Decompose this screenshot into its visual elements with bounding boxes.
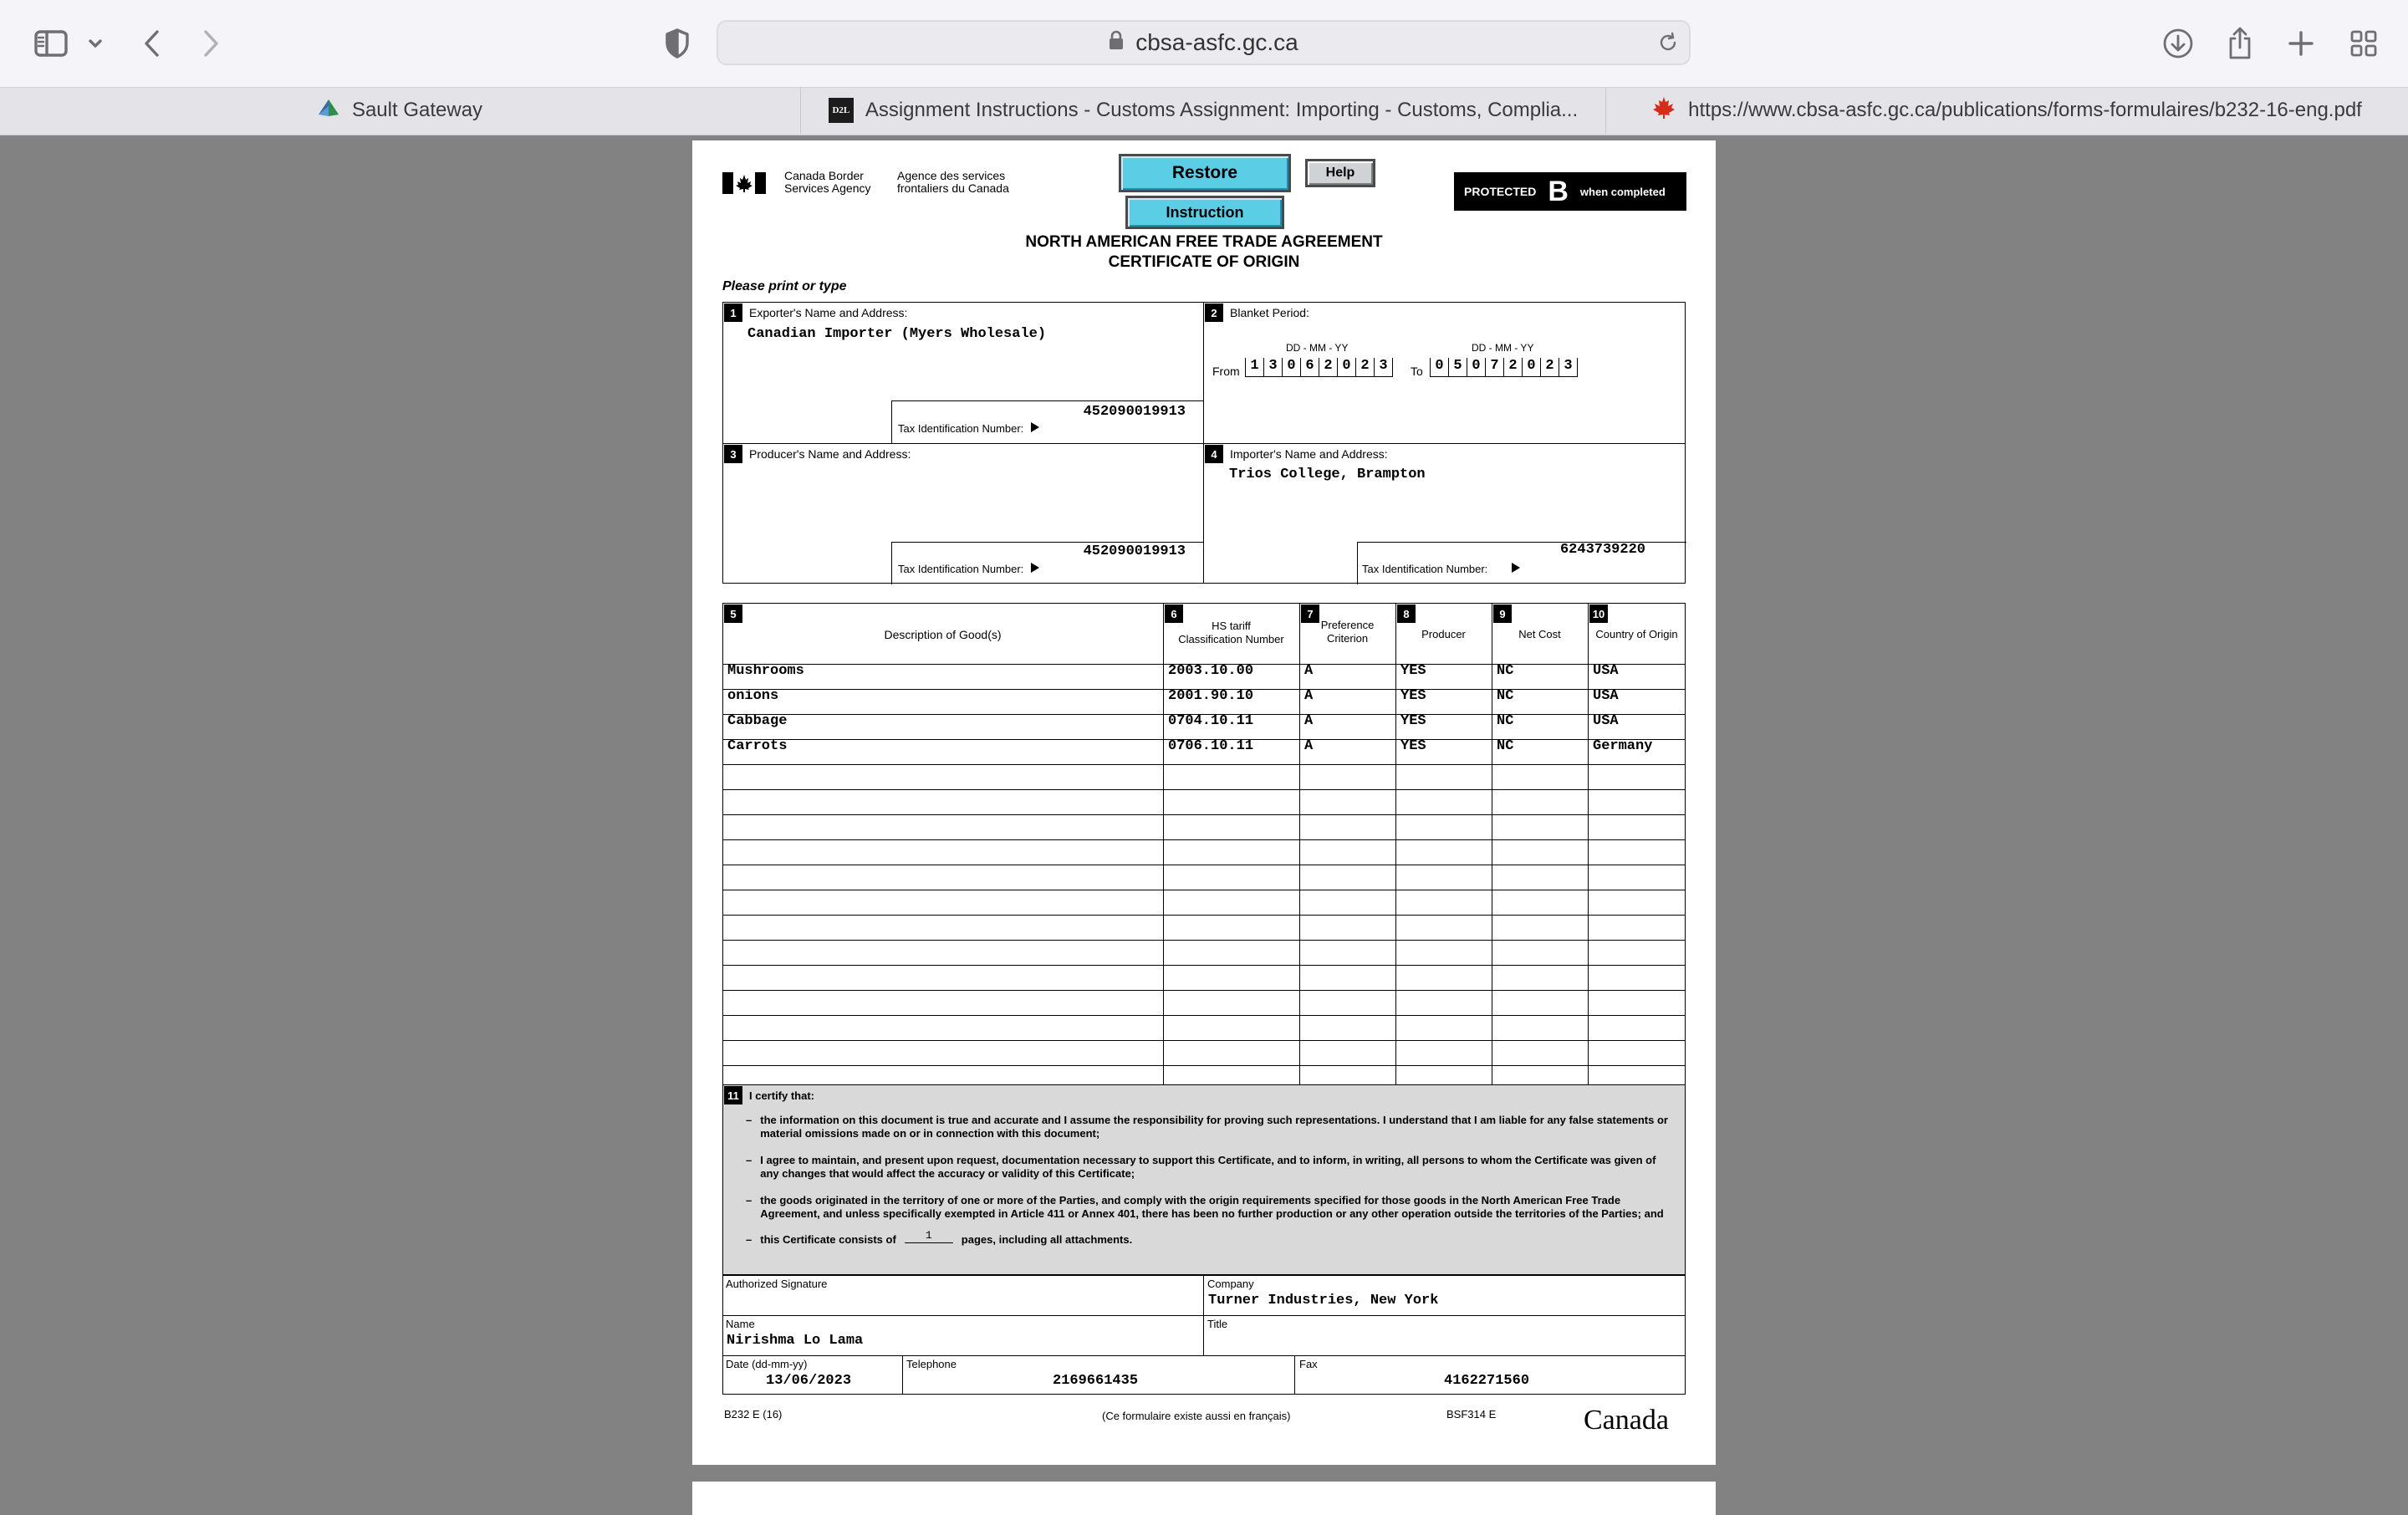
statement-text: the information on this document is true and accurate and I assume the responsibility for proving such representations. I understand that I am liable for any false statements or material omissions made on or in connection with this document; [760, 1114, 1668, 1140]
exporter-tax-label [898, 421, 1040, 436]
column-number: 5 [724, 604, 742, 623]
to-date-format: DD - MM - YY [1472, 342, 1534, 354]
section-4-header [1205, 445, 1388, 463]
section-label: I certify that: [749, 1089, 815, 1102]
tax-label-text: Tax Identification Number: [898, 563, 1024, 575]
pdf-page-2 [692, 1482, 1716, 1515]
canada-wordmark: Canada [1584, 1405, 1669, 1436]
goods-desc-cell[interactable]: onions [727, 688, 779, 704]
tab-label: Assignment Instructions - Customs Assignment: Importing - Customs, Complia... [865, 99, 1579, 121]
goods-country-cell[interactable]: USA [1593, 688, 1619, 704]
page-count-field[interactable]: 1 [905, 1229, 953, 1243]
address-bar[interactable] [717, 20, 1691, 65]
section-number: 3 [724, 445, 742, 463]
statement-1: – the information on this document is true and accurate and I assume the responsibility for proving such representations. I understand that I am liable for any false statements or material omissions made on or in connection with this document; [746, 1114, 1677, 1140]
agency-en-line2: Services Agency [784, 181, 871, 195]
row-divider [722, 990, 1686, 991]
digit-box: 7 [1485, 358, 1503, 377]
header-line: Classification Number [1178, 633, 1284, 645]
statement-4: – this Certificate consists of 1 pages, including all attachments. [746, 1229, 1133, 1246]
play-arrow-icon [1030, 421, 1040, 436]
fax-field[interactable]: 4162271560 [1444, 1373, 1530, 1389]
certification-statements [746, 1114, 1677, 1247]
row-divider [722, 789, 1686, 790]
header-hs-tariff [1163, 620, 1299, 646]
digit-box: 6 [1300, 358, 1319, 377]
digit-box: 3 [1374, 358, 1393, 377]
divider [902, 1355, 903, 1395]
share-icon[interactable] [2222, 22, 2258, 65]
tab-overview-icon[interactable] [2346, 22, 2381, 65]
goods-desc-cell[interactable]: Carrots [727, 738, 788, 754]
agency-en-line1: Canada Border [784, 169, 864, 182]
row-divider [722, 1015, 1686, 1016]
column-number: 10 [1589, 604, 1608, 623]
name-field[interactable]: Nirishma Lo Lama [727, 1333, 864, 1349]
goods-netcost-cell[interactable]: NC [1497, 713, 1514, 729]
section-label: Importer's Name and Address: [1230, 447, 1388, 461]
goods-producer-cell[interactable]: YES [1400, 663, 1426, 679]
instruction-button[interactable]: Instruction [1125, 196, 1284, 229]
row-divider [722, 814, 1686, 815]
section-label: Blanket Period: [1230, 306, 1309, 319]
company-label: Company [1207, 1278, 1254, 1290]
section-number: 11 [724, 1086, 742, 1104]
date-field[interactable]: 13/06/2023 [766, 1373, 852, 1389]
shield-icon[interactable] [661, 22, 694, 65]
header-description: Description of Good(s) [884, 628, 1002, 641]
goods-pref-cell[interactable]: A [1304, 688, 1314, 704]
statement-text: I agree to maintain, and present upon request, documentation necessary to support this Certificate, and to inform, in writing, all persons to whom the Certificate was given of any changes that would affect the accuracy or validity of this Certificate; [760, 1154, 1656, 1180]
tab-b232-pdf[interactable] [1605, 87, 2408, 134]
digit-box: 2 [1540, 358, 1559, 377]
divider [1203, 1275, 1204, 1355]
tax-label-text: Tax Identification Number: [898, 422, 1024, 435]
title-label: Title [1207, 1318, 1228, 1330]
statement-text: pages, including all attachments. [961, 1233, 1133, 1246]
digit-box: 2 [1319, 358, 1337, 377]
plus-icon[interactable] [2284, 22, 2318, 65]
form-title [692, 232, 1716, 273]
print-note: Please print or type [722, 279, 847, 293]
header-preference [1299, 619, 1395, 645]
back-icon[interactable] [135, 22, 169, 65]
digit-box: 1 [1245, 358, 1263, 377]
form-title-line1: NORTH AMERICAN FREE TRADE AGREEMENT [1025, 233, 1383, 251]
goods-producer-cell[interactable]: YES [1400, 738, 1426, 754]
agency-english [784, 170, 871, 195]
help-button[interactable]: Help [1305, 159, 1375, 187]
statement-text: the goods originated in the territory of one or more of the Parties, and comply with the origin requirements specified for those goods in the North American Free Trade Agreement, and unless specifically exempted in Article 411 or Annex 401, there has been no further production or any other operation outside the territories of the Parties; and [760, 1194, 1664, 1220]
telephone-label: Telephone [906, 1358, 957, 1370]
forward-icon[interactable] [194, 22, 227, 65]
tab-sault-gateway[interactable] [0, 87, 799, 134]
header-line: HS tariff [1212, 620, 1251, 632]
importer-tax-label [1362, 562, 1521, 576]
goods-hs-cell[interactable]: 0706.10.11 [1168, 738, 1254, 754]
browser-toolbar [0, 0, 2408, 87]
section-1-header [724, 304, 907, 322]
digit-box: 0 [1467, 358, 1485, 377]
digit-box: 0 [1430, 358, 1448, 377]
producer-tax-id-field[interactable]: 452090019913 [1083, 543, 1186, 559]
goods-netcost-cell[interactable]: NC [1497, 738, 1514, 754]
row-divider [722, 1040, 1686, 1041]
play-arrow-icon [1030, 562, 1040, 576]
header-producer: Producer [1421, 628, 1466, 640]
digit-box: 2 [1503, 358, 1522, 377]
download-icon[interactable] [2161, 22, 2196, 65]
goods-netcost-cell[interactable]: NC [1497, 688, 1514, 704]
row-divider [722, 839, 1686, 840]
tab-label: https://www.cbsa-asfc.gc.ca/publications/forms-formulaires/b232-16-eng.pdf [1688, 99, 2362, 121]
form-code: B232 E (16) [724, 1408, 783, 1421]
fax-label: Fax [1299, 1358, 1318, 1370]
section-number: 2 [1205, 304, 1223, 322]
section-number: 4 [1205, 445, 1223, 463]
company-field[interactable]: Turner Industries, New York [1208, 1293, 1439, 1308]
address-text: cbsa-asfc.gc.ca [1135, 29, 1298, 55]
date-label: Date (dd-mm-yy) [726, 1358, 808, 1370]
section-11-header [724, 1086, 814, 1104]
exporter-tax-id-field[interactable]: 452090019913 [1083, 404, 1186, 420]
column-number: 7 [1301, 604, 1319, 623]
from-label: From [1212, 365, 1240, 378]
section-label: Producer's Name and Address: [749, 447, 911, 461]
section-2-header [1205, 304, 1309, 322]
statement-2: – I agree to maintain, and present upon request, documentation necessary to support this Certificate, and to inform, in writing, all persons to whom the Certificate was given of any changes that would affect the accuracy or validity of this Certificate; [746, 1154, 1677, 1181]
row-divider [722, 940, 1686, 941]
sidebar-icon[interactable] [32, 22, 70, 65]
lock-icon [1109, 29, 1124, 56]
tax-label-text: Tax Identification Number: [1362, 563, 1488, 575]
digit-box: 0 [1522, 358, 1540, 377]
digit-box: 3 [1263, 358, 1282, 377]
name-label: Name [726, 1318, 755, 1330]
telephone-field[interactable]: 2169661435 [1053, 1373, 1139, 1389]
header-line: Criterion [1326, 632, 1369, 645]
section-label: Exporter's Name and Address: [749, 306, 908, 319]
from-date-format: DD - MM - YY [1286, 342, 1349, 354]
authorized-signature-label: Authorized Signature [726, 1278, 828, 1290]
divider [722, 443, 1686, 444]
section-number: 1 [724, 304, 742, 322]
producer-tax-label [898, 562, 1040, 576]
bsf-code: BSF314 E [1446, 1408, 1497, 1421]
agency-fr-line2: frontaliers du Canada [897, 181, 1009, 195]
protected-level: B [1548, 175, 1569, 207]
digit-box: 0 [1337, 358, 1355, 377]
from-date-field[interactable] [1245, 358, 1393, 377]
chevron-down-icon[interactable] [84, 22, 107, 65]
digit-box: 3 [1559, 358, 1578, 377]
signature-block [722, 1275, 1686, 1395]
goods-producer-cell[interactable]: YES [1400, 713, 1426, 729]
play-arrow-icon [1511, 562, 1521, 576]
agency-french [897, 170, 1009, 195]
goods-producer-cell[interactable]: YES [1400, 688, 1426, 704]
statement-text: this Certificate consists of [760, 1233, 896, 1246]
goods-netcost-cell[interactable]: NC [1497, 663, 1514, 679]
importer-name-field[interactable]: Trios College, Brampton [1229, 467, 1426, 482]
form-title-line2: CERTIFICATE OF ORIGIN [1108, 253, 1300, 271]
goods-pref-cell[interactable]: A [1304, 663, 1314, 679]
row-divider [722, 764, 1686, 765]
goods-country-cell[interactable]: Germany [1593, 738, 1653, 754]
digit-box: 0 [1282, 358, 1300, 377]
divider [1294, 1355, 1295, 1395]
column-number: 6 [1165, 604, 1183, 623]
flag-icon [722, 172, 766, 198]
sault-gateway-favicon [317, 98, 340, 124]
importer-tax-id-field[interactable]: 6243739220 [1559, 542, 1645, 558]
header-country: Country of Origin [1595, 628, 1678, 640]
agency-fr-line1: Agence des services [897, 169, 1006, 182]
column-number: 9 [1493, 604, 1512, 623]
exporter-name-field[interactable]: Canadian Importer (Myers Wholesale) [747, 326, 1047, 342]
goods-pref-cell[interactable]: A [1304, 713, 1314, 729]
row-divider [722, 1065, 1686, 1066]
goods-country-cell[interactable]: USA [1593, 713, 1619, 729]
row-divider [722, 965, 1686, 966]
to-date-field[interactable] [1430, 358, 1578, 377]
goods-hs-cell[interactable]: 2001.90.10 [1168, 688, 1254, 704]
goods-country-cell[interactable]: USA [1593, 663, 1619, 679]
french-note: (Ce formulaire existe aussi en français) [1102, 1410, 1291, 1422]
d2l-favicon: D2L [829, 98, 854, 123]
goods-hs-cell[interactable]: 0704.10.11 [1168, 713, 1254, 729]
row-divider [722, 915, 1686, 916]
restore-button[interactable]: Restore [1119, 154, 1291, 192]
section-3-header [724, 445, 911, 463]
statement-3: – the goods originated in the territory of one or more of the Parties, and comply with the origin requirements specified for those goods in the North American Free Trade Agreement, and unless specifically exempted in Article 411 or Annex 401, there has been no further production or any other operation outside the territories of the Parties; and [746, 1194, 1677, 1221]
divider [722, 1315, 1686, 1316]
protected-b-badge [1454, 172, 1686, 211]
goods-desc-cell[interactable]: Cabbage [727, 713, 788, 729]
protected-label: PROTECTED [1464, 185, 1537, 198]
header-line: Preference [1320, 619, 1375, 631]
tab-label: Sault Gateway [351, 99, 483, 121]
maple-leaf-icon [1651, 96, 1676, 125]
goods-hs-cell[interactable]: 2003.10.00 [1168, 663, 1254, 679]
to-label: To [1411, 365, 1423, 378]
digit-box: 5 [1448, 358, 1467, 377]
digit-box: 2 [1355, 358, 1374, 377]
reload-icon[interactable] [1657, 32, 1679, 58]
column-number: 8 [1397, 604, 1416, 623]
protected-suffix: when completed [1579, 185, 1666, 198]
divider [722, 1355, 1686, 1356]
pdf-page [692, 140, 1716, 1465]
goods-pref-cell[interactable]: A [1304, 738, 1314, 754]
tab-assignment-instructions[interactable] [800, 87, 1606, 134]
goods-desc-cell[interactable]: Mushrooms [727, 663, 804, 679]
header-net-cost: Net Cost [1518, 628, 1561, 640]
